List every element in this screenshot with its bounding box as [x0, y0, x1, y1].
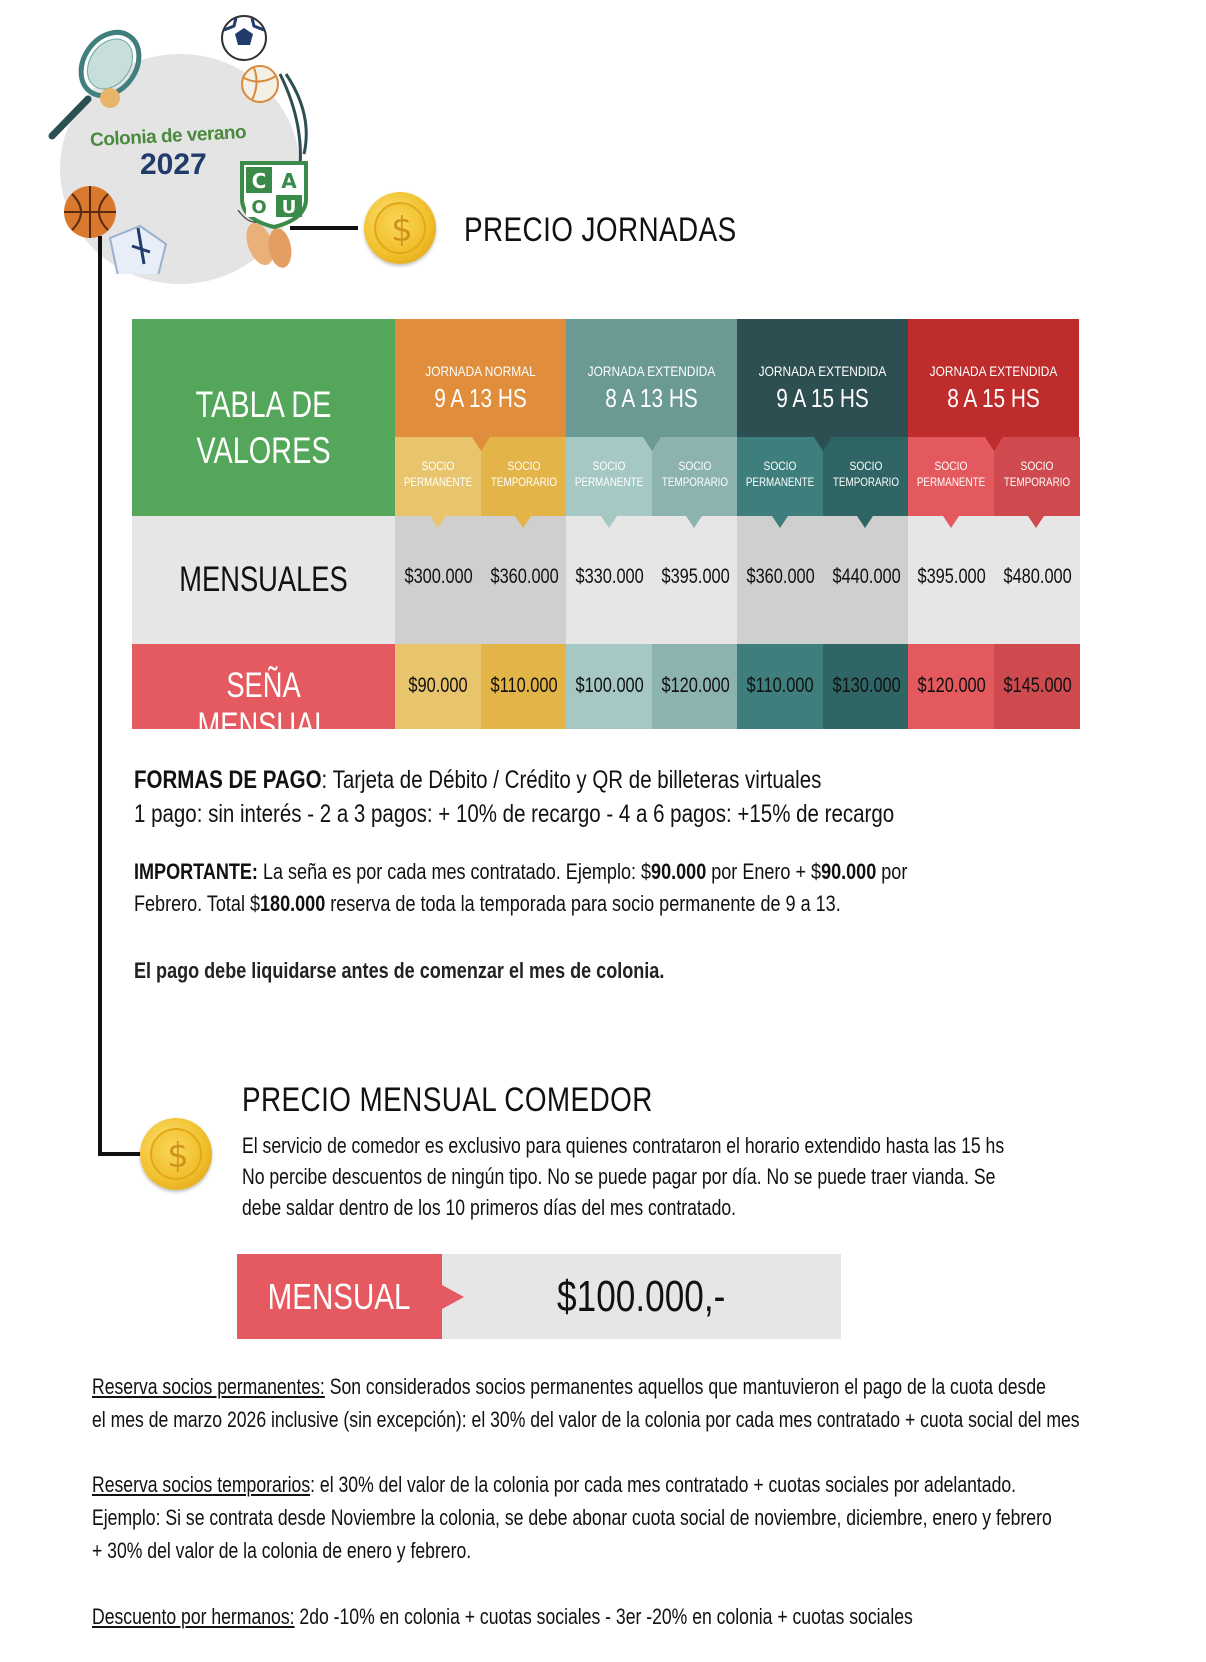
column-header-hours: 9 A 13 HS: [434, 383, 527, 413]
logo-year: 2027: [140, 148, 207, 181]
shield-letter-a: A: [281, 169, 297, 193]
section-title-comedor: PRECIO MENSUAL COMEDOR: [242, 1081, 653, 1119]
soccer-ball-icon: [222, 16, 266, 60]
subheader-socio-permanente: [908, 437, 994, 516]
coin-dollar-icon: $: [364, 192, 436, 264]
subheader-socio-permanente: [395, 437, 481, 516]
timeline-connector-top: [290, 226, 358, 230]
club-shield-icon: [238, 159, 310, 229]
note-temporarios-text: : el 30% del valor de la colonia por cada mes contratado + cuotas sociales por adelantado.: [310, 1472, 1017, 1497]
important-text-2: por Enero + $: [706, 859, 822, 884]
note-hermanos-label: Descuento por hermanos:: [92, 1604, 295, 1629]
comedor-desc-line2: No percibe descuentos de ningún tipo. No se puede pagar por día. No se puede traer vianda. Se: [242, 1164, 996, 1189]
subheader-line2: TEMPORARIO: [490, 475, 557, 489]
table-corner: [132, 319, 395, 516]
important-label: IMPORTANTE:: [134, 859, 258, 884]
shield-letter-o: O: [251, 197, 267, 218]
mensual-price: $300.000: [404, 565, 473, 588]
subheader-line1: SOCIO: [763, 459, 797, 473]
mensual-price-cell: [652, 516, 738, 644]
table-corner-line1: TABLA DE: [195, 384, 332, 425]
column-header-2: [566, 319, 737, 437]
subheader-socio-temporario: [652, 437, 738, 516]
subheader-line2: PERMANENTE: [745, 475, 815, 489]
mensual-price-cell: [823, 516, 909, 644]
tennis-racket-icon: [52, 21, 151, 136]
shield-letter-u: U: [281, 197, 297, 218]
column-header-small: JORNADA NORMAL: [425, 363, 536, 379]
timeline-connector-bottom: [98, 1152, 146, 1156]
sena-price-cell: [652, 644, 738, 729]
sena-price-cell: [823, 644, 909, 729]
mensual-price-cell: [908, 516, 994, 644]
note-temporarios-line2: Ejemplo: Si se contrata desde Noviembre la colonia, se debe abonar cuota social de noviembre, diciembre, enero y febrero: [92, 1505, 1052, 1530]
subheader-line1: SOCIO: [1020, 459, 1053, 473]
basketball-icon: [64, 186, 116, 238]
payment-methods: [134, 763, 894, 831]
colonia-logo: [48, 14, 318, 274]
comedor-price-value: [442, 1254, 841, 1339]
column-header-hours: 8 A 15 HS: [947, 383, 1040, 413]
column-header-3: [737, 319, 908, 437]
subheader-line1: SOCIO: [507, 459, 540, 473]
row-sena-label-cell: [132, 644, 395, 745]
note-temporarios: [92, 1468, 1052, 1567]
subheader-socio-permanente: [566, 437, 652, 516]
payment-methods-label: FORMAS DE PAGO: [134, 766, 322, 794]
subheader-pointer: [430, 516, 446, 528]
comedor-description: [242, 1130, 1004, 1223]
subheader-pointer: [1028, 516, 1044, 528]
comedor-label-text: MENSUAL: [268, 1276, 411, 1317]
comedor-desc-line1: El servicio de comedor es exclusivo para quienes contrataron el horario extendido hasta las 15 hs: [242, 1133, 1005, 1158]
mensual-price-cell: [994, 516, 1080, 644]
sena-price: $110.000: [489, 674, 558, 697]
mensual-price-cell: [566, 516, 652, 644]
mensual-price: $360.000: [489, 565, 559, 588]
note-hermanos-text: 2do -10% en colonia + cuotas sociales - 3er -20% en colonia + cuotas sociales: [294, 1604, 913, 1629]
column-header-small: JORNADA EXTENDIDA: [587, 363, 716, 379]
note-temporarios-label-a: Reserva socios: [92, 1472, 213, 1497]
note-permanentes: [92, 1370, 1080, 1436]
subheader-pointer: [857, 516, 873, 528]
note-permanentes-text: Son considerados socios permanentes aquellos que mantuvieron el pago de la cuota desde: [324, 1374, 1046, 1399]
comedor-price-text: $100.000,-: [557, 1272, 726, 1321]
important-amount-2: 90.000: [821, 859, 877, 884]
subheader-line2: TEMPORARIO: [832, 475, 899, 489]
column-header-1: [395, 319, 566, 437]
important-text-3: por: [876, 859, 908, 884]
important-text-4: Febrero. Total $: [134, 891, 261, 916]
sena-price: $120.000: [917, 674, 986, 697]
comedor-desc-line3: debe saldar dentro de los 10 primeros días del mes contratado.: [242, 1195, 737, 1220]
sena-price: $120.000: [660, 674, 730, 697]
subheader-line1: SOCIO: [678, 459, 711, 473]
column-header-notch: [814, 437, 832, 451]
sena-price-cell: [908, 644, 994, 729]
subheader-pointer: [686, 516, 702, 528]
mensual-price: $395.000: [917, 565, 986, 588]
mensual-price-cell: [481, 516, 567, 644]
column-header-notch: [472, 437, 490, 451]
column-header-hours: 9 A 15 HS: [776, 383, 869, 413]
sena-price-cell: [566, 644, 652, 729]
sena-price-cell: [994, 644, 1080, 729]
subheader-line2: PERMANENTE: [916, 475, 986, 489]
mensual-price-cell: [395, 516, 481, 644]
subheader-socio-permanente: [737, 437, 823, 516]
mensual-price: $440.000: [831, 565, 901, 588]
section-title-jornadas: PRECIO JORNADAS: [464, 211, 737, 249]
mensual-price: $360.000: [746, 565, 815, 588]
important-amount-1: 90.000: [651, 859, 707, 884]
column-header-notch: [643, 437, 661, 451]
logo-title: Colonia de verano: [89, 121, 247, 152]
subheader-pointer: [601, 516, 617, 528]
note-temporarios-label-b: temporarios: [212, 1472, 311, 1497]
important-note: [134, 856, 907, 920]
important-text-5: reserva de toda la temporada para socio permanente de 9 a 13.: [325, 891, 841, 916]
sena-price-cell: [481, 644, 567, 729]
important-text-1: La seña es por cada mes contratado. Ejemplo: $: [257, 859, 652, 884]
tennis-ball-icon: [100, 88, 120, 108]
subheader-line2: PERMANENTE: [403, 475, 473, 489]
shield-letter-c: C: [251, 169, 267, 193]
sena-price: $90.000: [408, 674, 468, 697]
subheader-line1: SOCIO: [592, 459, 626, 473]
comedor-price-label: [237, 1254, 442, 1339]
mensual-price: $480.000: [1002, 565, 1072, 588]
subheader-line2: PERMANENTE: [574, 475, 644, 489]
mensual-price-cell: [737, 516, 823, 644]
subheader-socio-temporario: [994, 437, 1080, 516]
row-mensuales-label-cell: [132, 516, 395, 644]
note-temporarios-line3: + 30% del valor de la colonia de enero y febrero.: [92, 1538, 472, 1563]
note-permanentes-line2: el mes de marzo 2026 inclusive (sin excepción): el 30% del valor de la colonia por cada mes contratado + cuota social del mes: [92, 1407, 1080, 1432]
sena-price: $145.000: [1002, 674, 1072, 697]
payment-deadline-note: El pago debe liquidarse antes de comenzar el mes de colonia.: [134, 958, 665, 983]
subheader-line1: SOCIO: [421, 459, 455, 473]
price-table: [132, 319, 1080, 745]
mensual-price: $395.000: [660, 565, 730, 588]
row-sena-label: SEÑA MENSUAL: [197, 666, 330, 745]
row-mensuales-label: MENSUALES: [179, 560, 348, 599]
column-header-hours: 8 A 13 HS: [605, 383, 698, 413]
subheader-socio-temporario: [823, 437, 909, 516]
subheader-line1: SOCIO: [934, 459, 968, 473]
sena-price: $110.000: [746, 674, 814, 697]
subheader-pointer: [515, 516, 531, 528]
column-header-notch: [985, 437, 1003, 451]
sena-price-cell: [737, 644, 823, 729]
subheader-pointer: [772, 516, 788, 528]
payment-installments: 1 pago: sin interés - 2 a 3 pagos: + 10% de recargo - 4 a 6 pagos: +15% de recargo: [134, 800, 895, 828]
comedor-price-box: [237, 1254, 841, 1339]
sena-price-cell: [395, 644, 481, 729]
sena-price: $100.000: [575, 674, 644, 697]
note-hermanos: [92, 1600, 913, 1633]
subheader-pointer: [943, 516, 959, 528]
coin-dollar-icon: $: [140, 1118, 212, 1190]
subheader-socio-temporario: [481, 437, 567, 516]
sena-price: $130.000: [831, 674, 901, 697]
column-header-4: [908, 319, 1079, 437]
column-header-small: JORNADA EXTENDIDA: [929, 363, 1058, 379]
volleyball-icon: [242, 66, 278, 102]
column-header-small: JORNADA EXTENDIDA: [758, 363, 887, 379]
subheader-line2: TEMPORARIO: [1003, 475, 1070, 489]
subheader-line1: SOCIO: [849, 459, 882, 473]
payment-methods-text: : Tarjeta de Débito / Crédito y QR de billeteras virtuales: [321, 766, 822, 794]
mensual-price: $330.000: [575, 565, 644, 588]
important-amount-3: 180.000: [260, 891, 326, 916]
subheader-line2: TEMPORARIO: [661, 475, 728, 489]
table-corner-line2: VALORES: [196, 430, 331, 471]
kimono-icon: [110, 226, 166, 274]
timeline-vertical-line: [98, 236, 102, 1156]
note-permanentes-label: Reserva socios permanentes:: [92, 1374, 325, 1399]
